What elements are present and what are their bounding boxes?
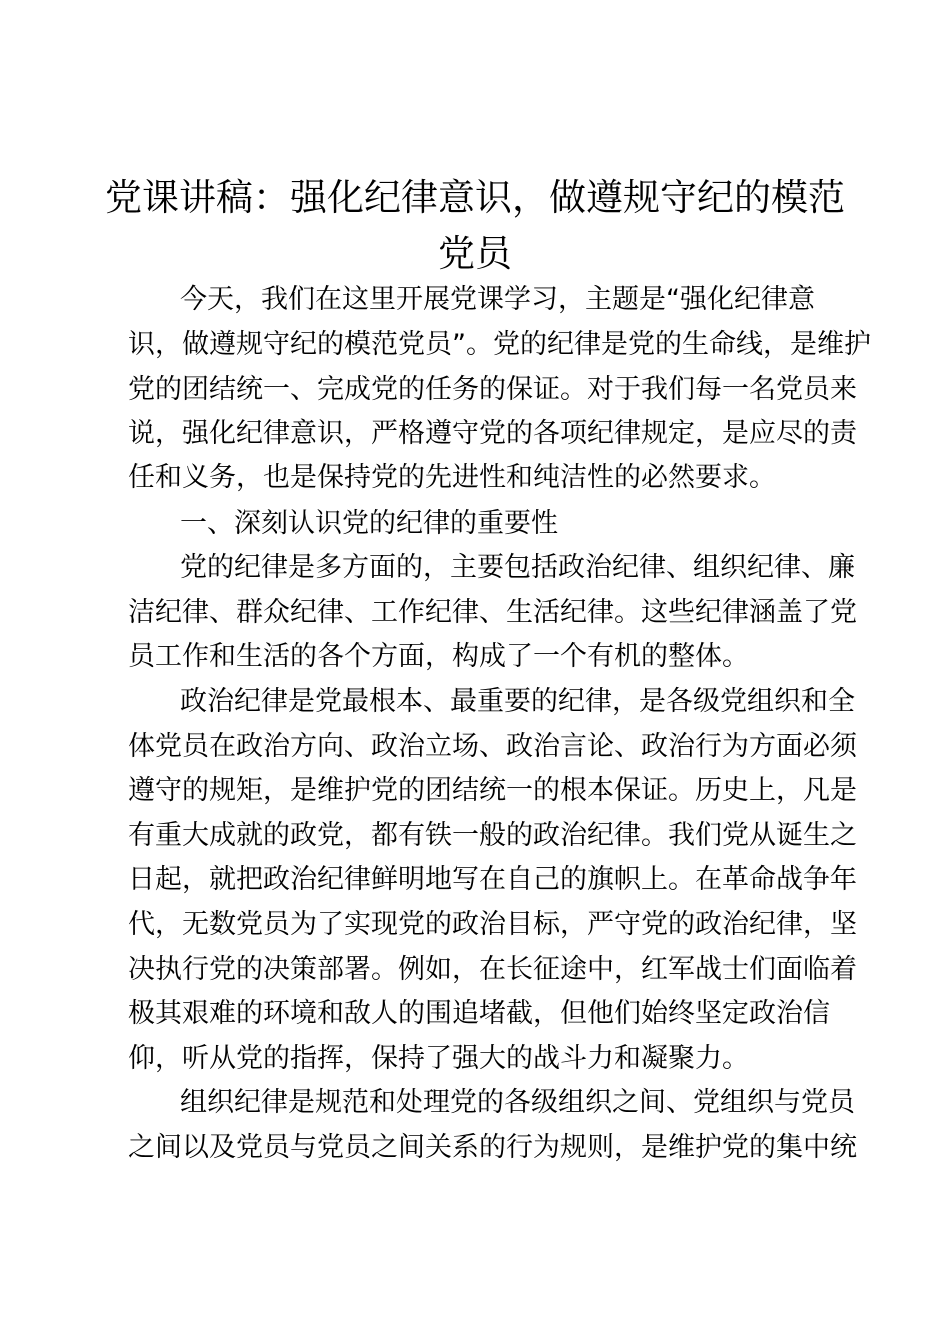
text-line: 任和义务，也是保持党的先进性和纯洁性的必然要求。 bbox=[128, 462, 776, 493]
text-line: 仰，听从党的指挥，保持了强大的战斗力和凝聚力。 bbox=[128, 1043, 749, 1074]
text-line: 员工作和生活的各个方面，构成了一个有机的整体。 bbox=[128, 641, 749, 672]
text-line: 识，做遵规守纪的模范党员”。党的纪律是党的生命线，是维护 bbox=[128, 329, 871, 360]
text-line: 洁纪律、群众纪律、工作纪律、生活纪律。这些纪律涵盖了党 bbox=[128, 597, 857, 628]
text-line: 体党员在政治方向、政治立场、政治言论、政治行为方面必须 bbox=[128, 731, 857, 762]
text-line: 党的纪律是多方面的，主要包括政治纪律、组织纪律、廉 bbox=[180, 552, 855, 583]
text-line: 决执行党的决策部署。例如，在长征途中，红军战士们面临着 bbox=[128, 954, 857, 985]
section-heading: 一、深刻认识党的纪律的重要性 bbox=[180, 508, 558, 539]
text-line: 日起，就把政治纪律鲜明地写在自己的旗帜上。在革命战争年 bbox=[128, 864, 857, 895]
text-line: 今天，我们在这里开展党课学习，主题是“强化纪律意 bbox=[180, 284, 815, 315]
text-line: 党的团结统一、完成党的任务的保证。对于我们每一名党员来 bbox=[128, 374, 857, 405]
text-line: 有重大成就的政党，都有铁一般的政治纪律。我们党从诞生之 bbox=[128, 820, 857, 851]
text-line: 组织纪律是规范和处理党的各级组织之间、党组织与党员 bbox=[180, 1087, 855, 1118]
title-line-2: 党员 bbox=[438, 232, 512, 275]
text-line: 代，无数党员为了实现党的政治目标，严守党的政治纪律，坚 bbox=[128, 909, 857, 940]
title-line-1: 党课讲稿：强化纪律意识，做遵规守纪的模范 bbox=[105, 176, 845, 219]
document-title bbox=[100, 170, 850, 282]
text-line: 说，强化纪律意识，严格遵守党的各项纪律规定，是应尽的责 bbox=[128, 418, 857, 449]
text-line: 遵守的规矩，是维护党的团结统一的根本保证。历史上，凡是 bbox=[128, 775, 857, 806]
text-line: 之间以及党员与党员之间关系的行为规则，是维护党的集中统 bbox=[128, 1132, 857, 1163]
text-line: 极其艰难的环境和敌人的围追堵截，但他们始终坚定政治信 bbox=[128, 998, 830, 1029]
text-line: 政治纪律是党最根本、最重要的纪律，是各级党组织和全 bbox=[180, 686, 855, 717]
